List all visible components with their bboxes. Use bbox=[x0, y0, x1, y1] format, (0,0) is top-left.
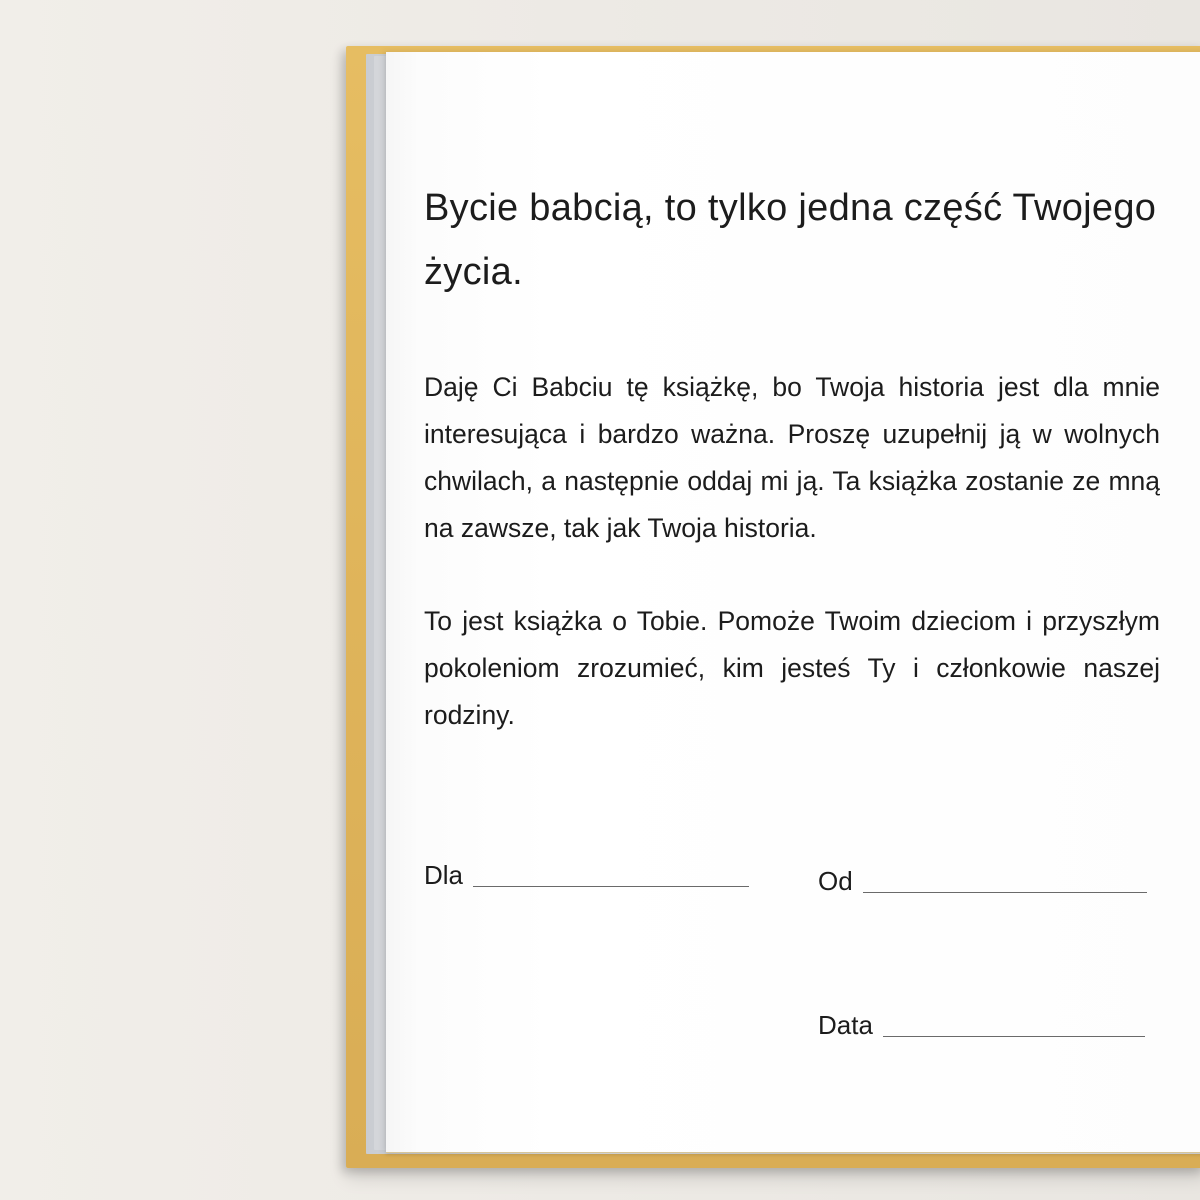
page-title: Bycie babcią, to tylko jedna część Twojego życia. bbox=[424, 187, 1157, 293]
paragraph-about: To jest książka o Tobie. Pomoże Twoim dzieciom i przyszłym pokoleniom zrozumieć, kim jesteś Ty i członkowie naszej rodziny. bbox=[424, 606, 1160, 730]
field-dla-label: Dla bbox=[424, 860, 464, 890]
field-od-label: Od bbox=[818, 866, 853, 896]
field-data-line[interactable] bbox=[883, 1036, 1145, 1037]
field-od-line[interactable] bbox=[863, 892, 1147, 893]
paragraph-intro: Daję Ci Babciu tę książkę, bo Twoja historia jest dla mnie interesująca i bardzo ważna. Proszę uzupełnij ją w wolnych chwilach, a następnie oddaj mi ją. Ta książka zostanie ze mną na zawsze, tak jak Twoja historia. bbox=[424, 372, 1160, 543]
field-dla bbox=[424, 860, 749, 891]
open-book bbox=[346, 46, 1200, 1170]
field-data bbox=[818, 1010, 1145, 1041]
field-data-label: Data bbox=[818, 1010, 873, 1040]
book-page bbox=[386, 52, 1200, 1153]
field-dla-line[interactable] bbox=[473, 886, 749, 887]
field-od bbox=[818, 866, 1147, 897]
page-content bbox=[424, 176, 1160, 739]
